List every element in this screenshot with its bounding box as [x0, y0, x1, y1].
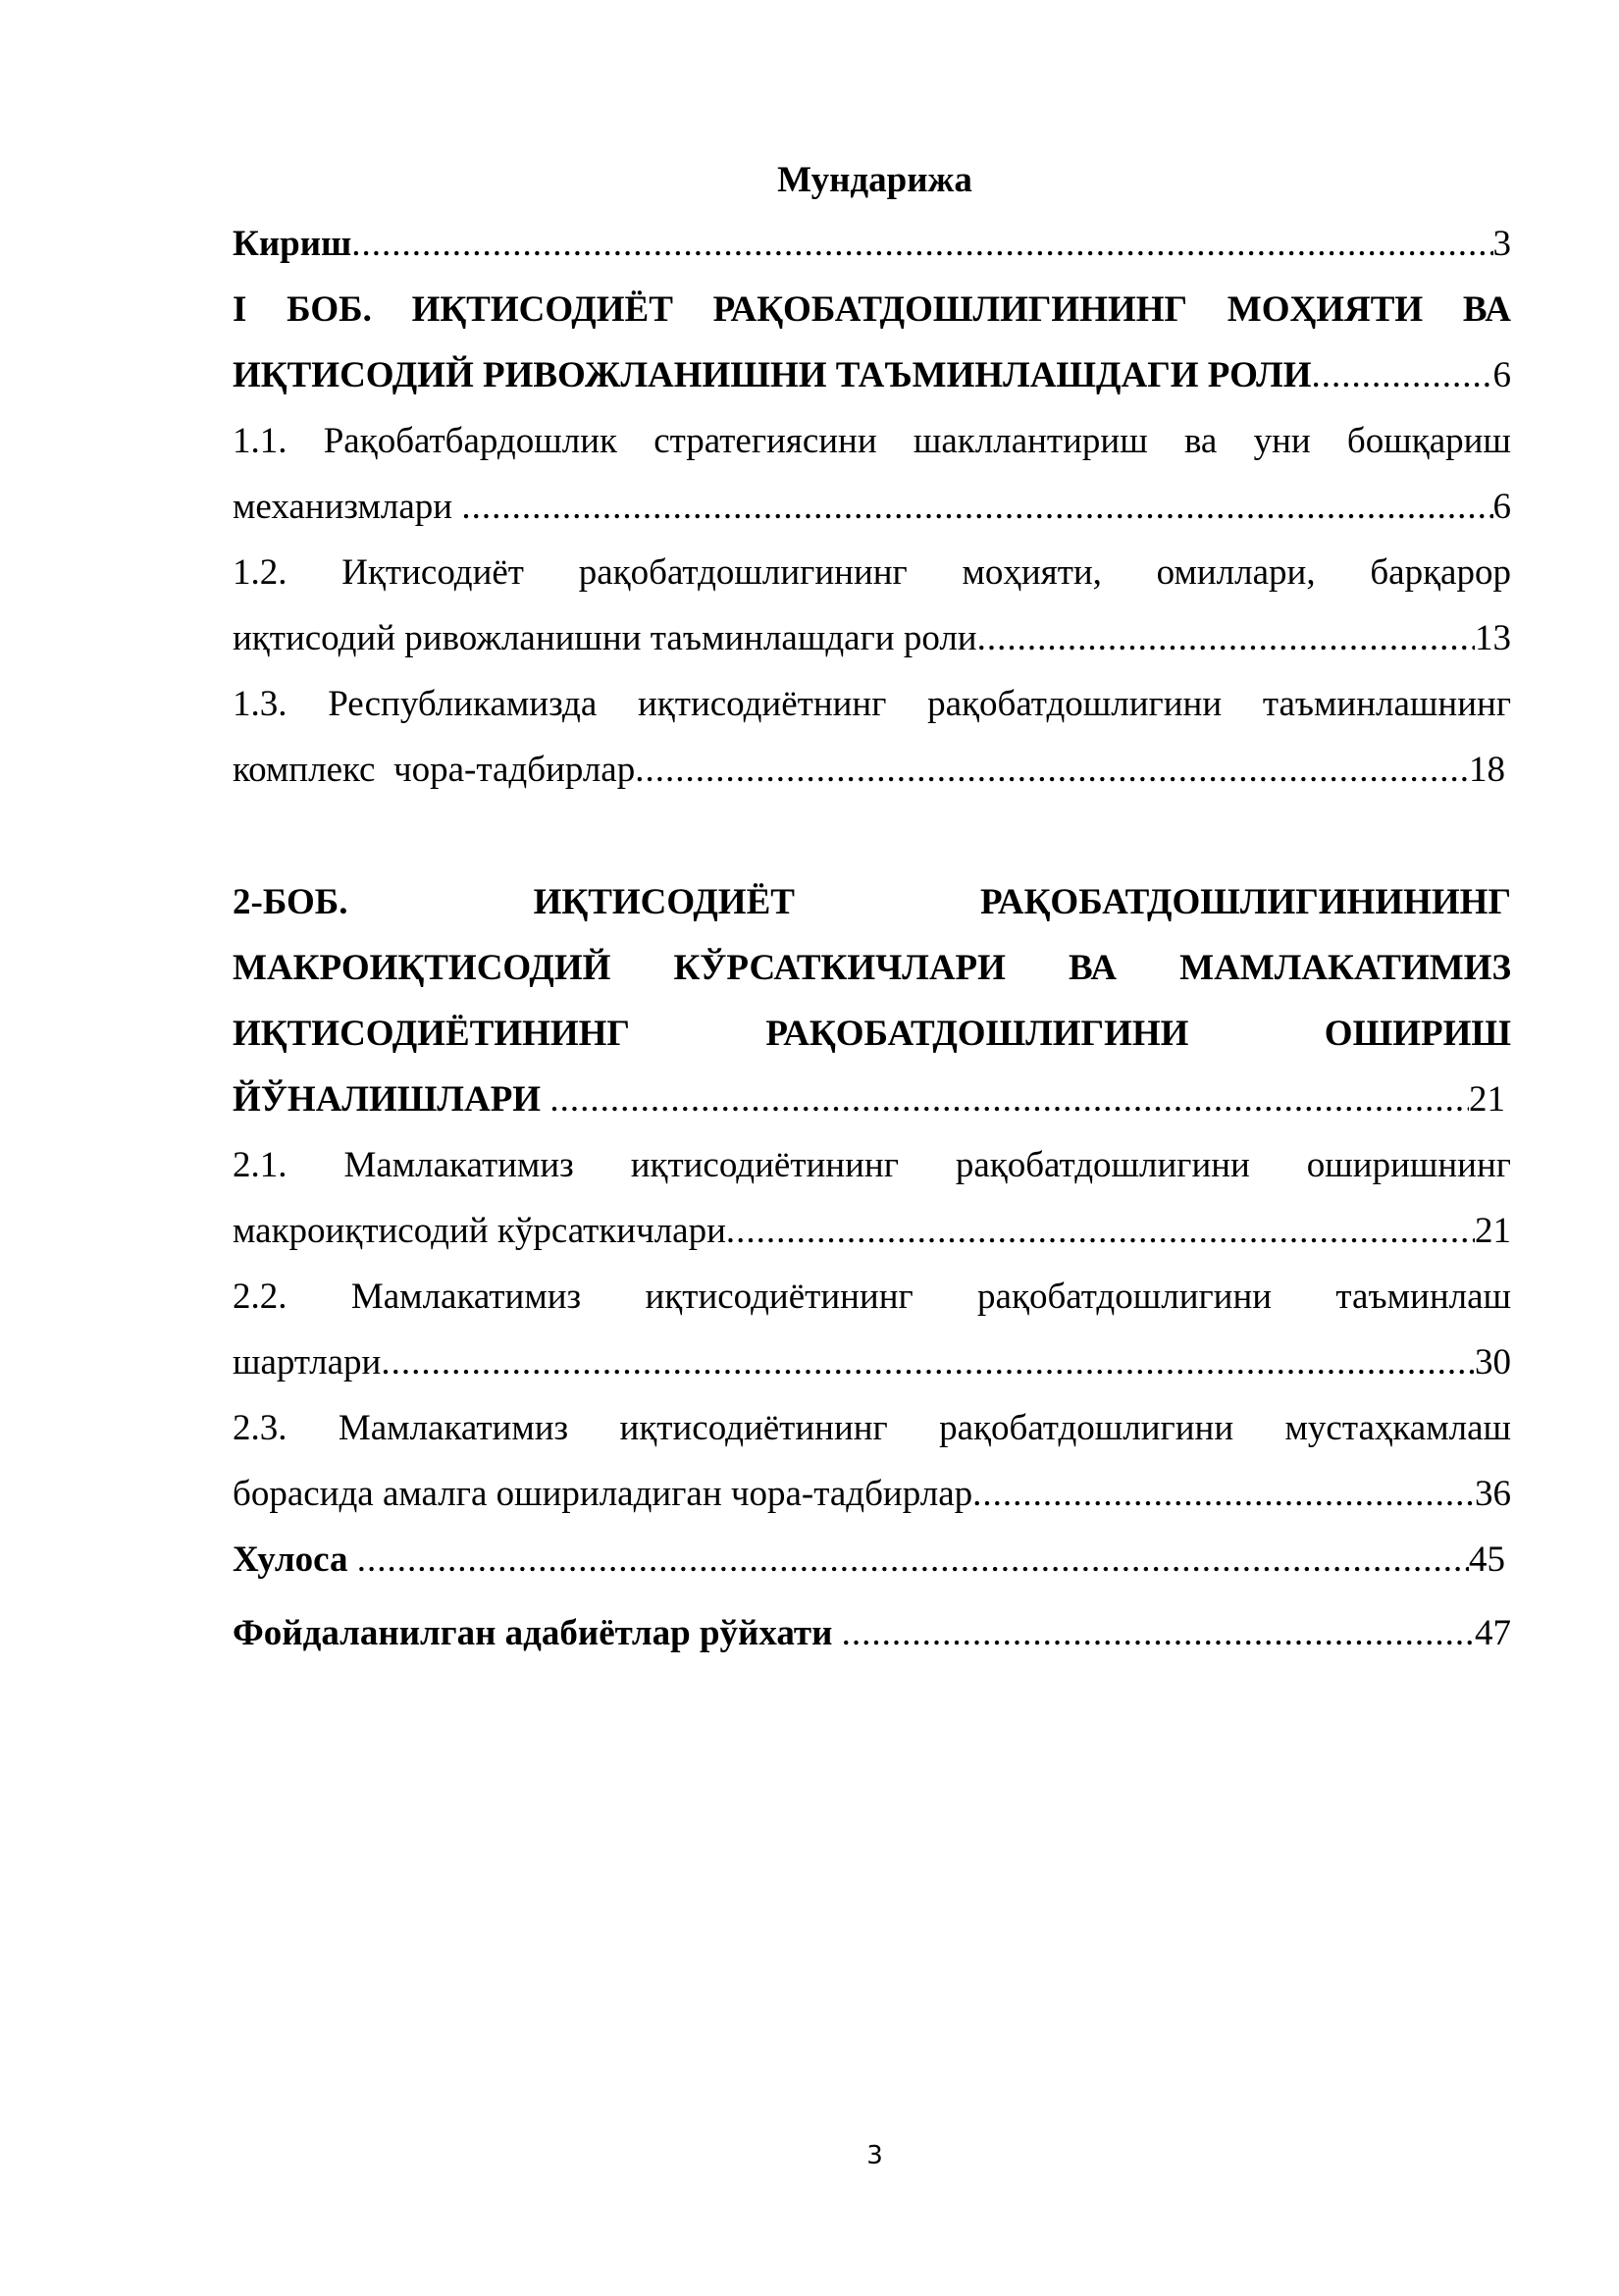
word: РАҚОБАТДОШЛИГИНИНГ: [712, 289, 1188, 330]
entry-page: 18: [1469, 750, 1505, 790]
entry-line: [233, 1001, 1511, 1067]
entry-label: шартлари: [233, 1342, 382, 1383]
word: стратегиясини: [653, 421, 877, 461]
toc-entry-conclusion[interactable]: [233, 1527, 1511, 1592]
dot-leader: [972, 1461, 1475, 1527]
entry-label: ИҚТИСОДИЙ РИВОЖЛАНИШНИ ТАЪМИНЛАШДАГИ РОЛИ: [233, 355, 1312, 395]
entry-page: 21: [1475, 1211, 1511, 1251]
word: Мамлакатимиз: [343, 1145, 574, 1185]
entry-label: Хулоса: [233, 1539, 357, 1580]
entry-label: Фойдаланилган адабиётлар рўйхати: [233, 1613, 842, 1653]
word: ВА: [1069, 948, 1118, 988]
dot-leader: [461, 474, 1492, 540]
entry-label: макроиқтисодий кўрсаткичлари: [233, 1211, 726, 1251]
word: 2.2.: [233, 1277, 287, 1317]
toc-entry-intro[interactable]: [233, 211, 1511, 277]
toc-entry-section-1-3[interactable]: [233, 671, 1511, 803]
page-number: 3: [866, 2141, 883, 2170]
word: Мамлакатимиз: [338, 1408, 569, 1448]
word: рақобатдошлигини: [955, 1145, 1250, 1185]
word: 1.1.: [233, 421, 287, 461]
word: БОБ.: [287, 289, 372, 330]
word: 2.1.: [233, 1145, 287, 1185]
entry-line: [233, 408, 1511, 474]
dot-leader: [842, 1600, 1475, 1666]
word: иқтисодиётининг: [619, 1408, 888, 1448]
entry-label: ЙЎНАЛИШЛАРИ: [233, 1079, 550, 1120]
word: ОШИРИШ: [1324, 1014, 1511, 1054]
dot-leader: [726, 1198, 1475, 1264]
toc-entry-section-1-1[interactable]: [233, 408, 1511, 540]
word: ва: [1183, 421, 1218, 461]
word: РАҚОБАТДОШЛИГИНИ: [765, 1014, 1189, 1054]
word: ИҚТИСОДИЁТ: [533, 882, 795, 922]
word: МАМЛАКАТИМИЗ: [1179, 948, 1511, 988]
entry-line: [233, 540, 1511, 605]
entry-page: 6: [1492, 487, 1511, 527]
word: I: [233, 289, 247, 330]
entry-line: [233, 277, 1511, 342]
entry-label: комплекс чора-тадбирлар: [233, 750, 636, 790]
entry-page: 30: [1475, 1342, 1511, 1383]
word: таъминлаш: [1335, 1277, 1511, 1317]
word: ИҚТИСОДИЁТИНИНГ: [233, 1014, 630, 1054]
word: барқарор: [1370, 552, 1511, 593]
word: ВА: [1462, 289, 1511, 330]
word: КЎРСАТКИЧЛАРИ: [673, 948, 1006, 988]
word: рақобатдошлигининг: [578, 552, 908, 593]
word: бошқариш: [1346, 421, 1511, 461]
toc-entry-section-2-3[interactable]: [233, 1395, 1511, 1527]
word: уни: [1253, 421, 1311, 461]
entry-page: 45: [1469, 1539, 1505, 1580]
dot-leader: [977, 605, 1475, 671]
word: иқтисодиётнинг: [638, 684, 887, 724]
entry-label: Кириш: [233, 224, 352, 264]
entry-page: 6: [1492, 355, 1511, 395]
toc-entry-chapter-1[interactable]: [233, 277, 1511, 408]
word: ИҚТИСОДИЁТ: [411, 289, 673, 330]
word: омиллари,: [1156, 552, 1316, 593]
entry-page: 36: [1475, 1474, 1511, 1514]
word: 1.2.: [233, 552, 287, 593]
word: Республикамизда: [328, 684, 598, 724]
word: иқтисодиётининг: [645, 1277, 914, 1317]
dot-leader: [549, 1067, 1469, 1132]
word: 2-БОБ.: [233, 882, 348, 922]
word: 2.3.: [233, 1408, 287, 1448]
entry-label: механизмлари: [233, 487, 462, 527]
word: МАКРОИҚТИСОДИЙ: [233, 948, 611, 988]
word: МОҲИЯТИ: [1227, 289, 1424, 330]
toc-title: Мундарижа: [777, 160, 972, 200]
toc-entry-section-2-1[interactable]: [233, 1132, 1511, 1264]
entry-line: [233, 1395, 1511, 1461]
word: Иқтисодиёт: [341, 552, 524, 593]
word: РАҚОБАТДОШЛИГИНИНИНГ: [980, 882, 1511, 922]
word: моҳияти,: [962, 552, 1102, 593]
word: рақобатдошлигини: [927, 684, 1223, 724]
entry-page: 47: [1475, 1613, 1511, 1653]
entry-line: [233, 1264, 1511, 1330]
word: иқтисодиётининг: [630, 1145, 899, 1185]
toc-entry-references[interactable]: [233, 1600, 1511, 1666]
entry-page: 3: [1492, 224, 1511, 264]
word: рақобатдошлигини: [939, 1408, 1234, 1448]
word: шакллантириш: [913, 421, 1148, 461]
dot-leader: [357, 1527, 1469, 1592]
dot-leader: [635, 737, 1469, 803]
word: оширишнинг: [1306, 1145, 1511, 1185]
word: Рақобатбардошлик: [323, 421, 617, 461]
dot-leader: [351, 211, 1492, 277]
word: Мамлакатимиз: [350, 1277, 582, 1317]
entry-label: иқтисодий ривожланишни таъминлашдаги роли: [233, 618, 977, 658]
word: рақобатдошлигини: [977, 1277, 1273, 1317]
entry-line: [233, 671, 1511, 737]
toc-entry-chapter-2[interactable]: [233, 869, 1511, 1132]
entry-page: 21: [1469, 1079, 1505, 1120]
entry-label: борасида амалга ошириладиган чора-тадбирлар: [233, 1474, 973, 1514]
word: мустаҳкамлаш: [1284, 1408, 1511, 1448]
entry-line: [233, 935, 1511, 1001]
entry-page: 13: [1475, 618, 1511, 658]
entry-line: [233, 1132, 1511, 1198]
entry-line: [233, 869, 1511, 935]
word: таъминлашнинг: [1262, 684, 1511, 724]
dot-leader: [381, 1330, 1475, 1395]
toc-entry-section-2-2[interactable]: [233, 1264, 1511, 1395]
toc-entry-section-1-2[interactable]: [233, 540, 1511, 671]
word: 1.3.: [233, 684, 287, 724]
dot-leader: [1311, 342, 1492, 408]
